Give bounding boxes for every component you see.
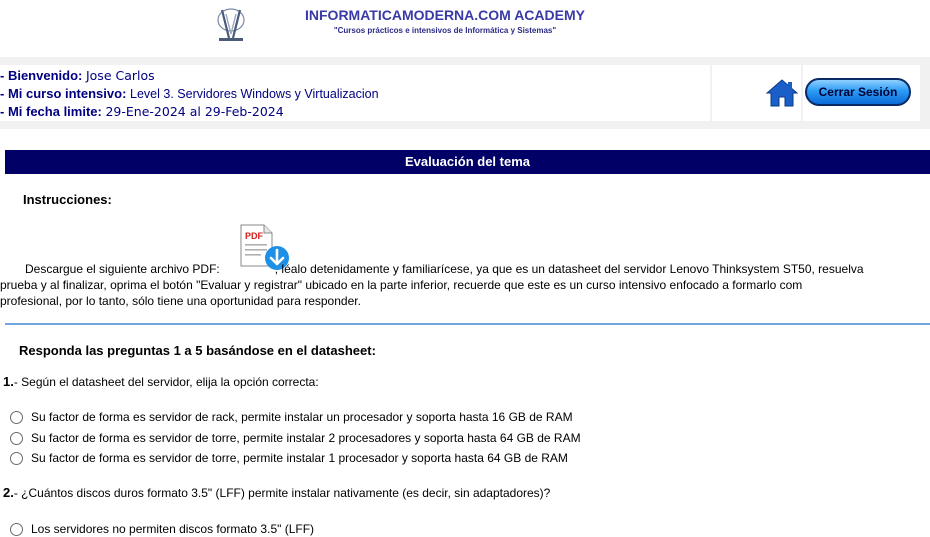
question-2-number: 2.: [3, 485, 14, 500]
brand-block: [290, 7, 600, 35]
question-2: [3, 485, 550, 500]
welcome-label: - Bienvenido:: [0, 68, 83, 83]
home-icon[interactable]: [766, 78, 798, 108]
instructions-line1-after: , léalo detenidamente y familiarícese, ya que es un datasheet del servidor Lenovo Thinksystem ST50, resuelva: [274, 262, 864, 276]
instructions-line2: prueba y al finalizar, oprima el botón "Evaluar y registrar" ubicado en la parte inferior, recuerde que este es un curso intensivo enfocado a formarlo com: [0, 278, 803, 292]
pdf-label: PDF: [245, 231, 263, 241]
instructions-line1-before: Descargue el siguiente archivo PDF:: [25, 262, 220, 276]
section-title: Evaluación del tema: [5, 150, 930, 174]
user-info: [0, 65, 710, 121]
radio-button[interactable]: [10, 523, 23, 536]
deadline-label: - Mi fecha limite:: [0, 104, 102, 119]
course-value: Level 3. Servidores Windows y Virtualizacion: [130, 87, 379, 101]
question-1-option-1[interactable]: [10, 410, 573, 424]
option-label: Su factor de forma es servidor de torre, permite instalar 1 procesador y soporta hasta 64 GB de RAM: [31, 451, 568, 465]
question-2-option-1[interactable]: [10, 522, 314, 536]
home-cell: [712, 65, 801, 121]
logout-cell: [803, 65, 920, 121]
deadline-value: 29-Ene-2024 al 29-Feb-2024: [105, 104, 284, 119]
instructions-heading: Instrucciones:: [23, 192, 112, 207]
radio-button[interactable]: [10, 432, 23, 445]
deadline-line: [0, 103, 710, 121]
question-1-option-2[interactable]: [10, 431, 581, 445]
question-1-option-3[interactable]: [10, 451, 568, 465]
logout-button[interactable]: Cerrar Sesión: [805, 78, 911, 106]
question-1-text: - Según el datasheet del servidor, elija la opción correcta:: [13, 375, 319, 389]
welcome-line: [0, 67, 710, 85]
question-1: [3, 374, 319, 389]
question-2-text: - ¿Cuántos discos duros formato 3.5" (LFF) permite instalar nativamente (es decir, sin adaptadores)?: [13, 486, 551, 500]
academy-logo: [214, 4, 248, 44]
question-1-number: 1.: [3, 374, 14, 389]
course-label: - Mi curso intensivo:: [0, 86, 127, 101]
instructions-paragraph: [0, 261, 930, 309]
instructions-line3: profesional, por lo tanto, sólo tiene una oportunidad para responder.: [0, 294, 361, 308]
welcome-value: Jose Carlos: [85, 68, 155, 83]
course-line: [0, 85, 710, 103]
questions-heading: Responda las preguntas 1 a 5 basándose en el datasheet:: [19, 343, 376, 358]
radio-button[interactable]: [10, 411, 23, 424]
brand-subtitle: "Cursos prácticos e intensivos de Informática y Sistemas": [333, 26, 557, 35]
option-label: Su factor de forma es servidor de torre, permite instalar 2 procesadores y soporta hasta 64 GB de RAM: [31, 431, 581, 445]
option-label: Los servidores no permiten discos formato 3.5" (LFF): [31, 522, 315, 536]
radio-button[interactable]: [10, 452, 23, 465]
option-label: Su factor de forma es servidor de rack, permite instalar un procesador y soporta hasta 16 GB de RAM: [31, 410, 573, 424]
divider: [5, 323, 930, 325]
brand-title: INFORMATICAMODERNA.COM ACADEMY: [305, 7, 585, 23]
